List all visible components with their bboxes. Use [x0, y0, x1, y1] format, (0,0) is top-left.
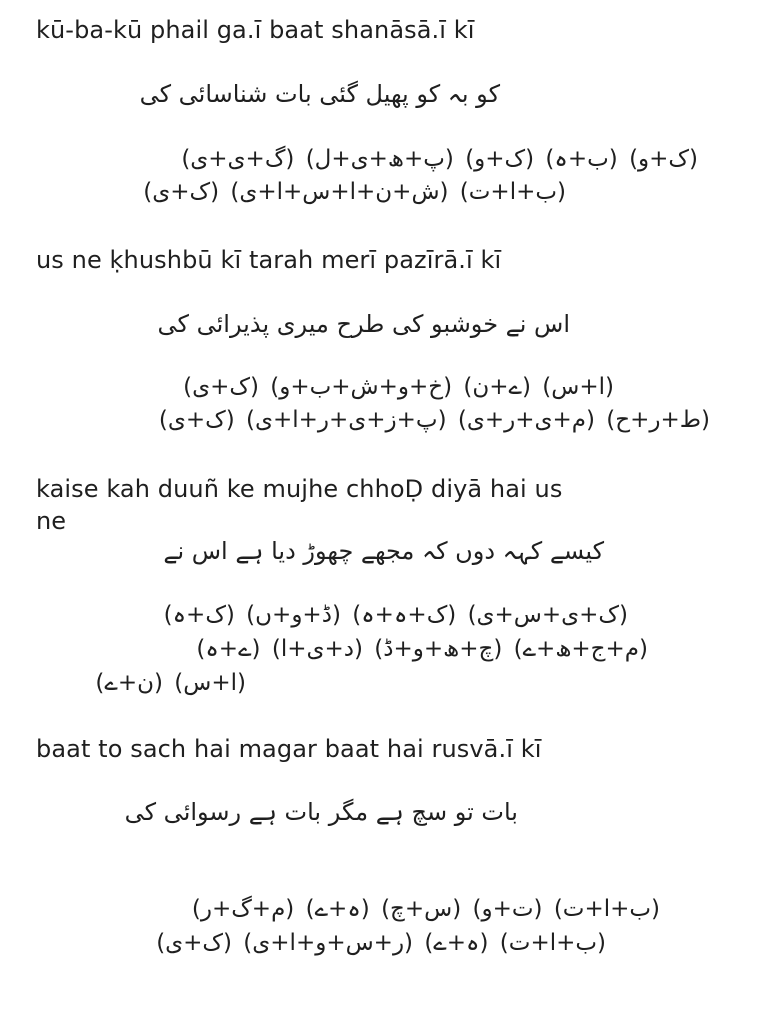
- stanza-3-roman-line-1: kaise kah duuñ ke mujhe chhoḌ diyā hai us: [36, 475, 563, 503]
- stanza-4-roman-line: baat to sach hai magar baat hai rusvā.ī kī: [36, 735, 542, 763]
- stanza-1-urdu-line: کو بہ کو پھیل گئی بات شناسائی کی: [139, 80, 500, 108]
- stanza-3-roman-line-2: ne: [36, 507, 67, 535]
- stanza-4-urdu-line: بات تو سچ ہے مگر بات ہے رسوائی کی: [124, 798, 518, 826]
- stanza-2-breakdown-line-2: (ط+ر+ح) (م+ی+ر+ی) (پ+ز+ی+ر+ا+ی) (ک+ی): [158, 407, 710, 433]
- stanza-2-roman-line: us ne ḳhushbū kī tarah merī pazīrā.ī kī: [36, 246, 502, 274]
- stanza-3-breakdown-line-2: (م+ج+ھ+ے) (چ+ھ+و+ڈ) (د+ی+ا) (ے+ہ): [196, 636, 648, 662]
- stanza-1-breakdown-line-2: (ب+ا+ت) (ش+ن+ا+س+ا+ی) (ک+ی): [143, 179, 566, 205]
- stanza-1-breakdown-line-1: (ک+و) (ب+ہ) (ک+و) (پ+ھ+ی+ل) (گ+ی+ی): [181, 146, 698, 172]
- stanza-3-breakdown-line-3: (ا+س) (ن+ے): [95, 670, 246, 696]
- stanza-2-urdu-line: اس نے خوشبو کی طرح میری پذیرائی کی: [157, 310, 570, 338]
- stanza-4-breakdown-line-2: (ب+ا+ت) (ہ+ے) (ر+س+و+ا+ی) (ک+ی): [156, 930, 606, 956]
- stanza-3-urdu-line: کیسے کہہ دوں کہ مجھے چھوڑ دیا ہے اس نے: [163, 537, 604, 565]
- stanza-1-roman-line: kū-ba-kū phail ga.ī baat shanāsā.ī kī: [36, 16, 475, 44]
- stanza-4-breakdown-line-1: (ب+ا+ت) (ت+و) (س+چ) (ہ+ے) (م+گ+ر): [191, 896, 660, 922]
- stanza-3-breakdown-line-1: (ک+ی+س+ی) (ک+ہ+ہ) (ڈ+و+ں) (ک+ہ): [163, 602, 628, 628]
- stanza-2-breakdown-line-1: (ا+س) (ے+ن) (خ+و+ش+ب+و) (ک+ی): [183, 374, 614, 400]
